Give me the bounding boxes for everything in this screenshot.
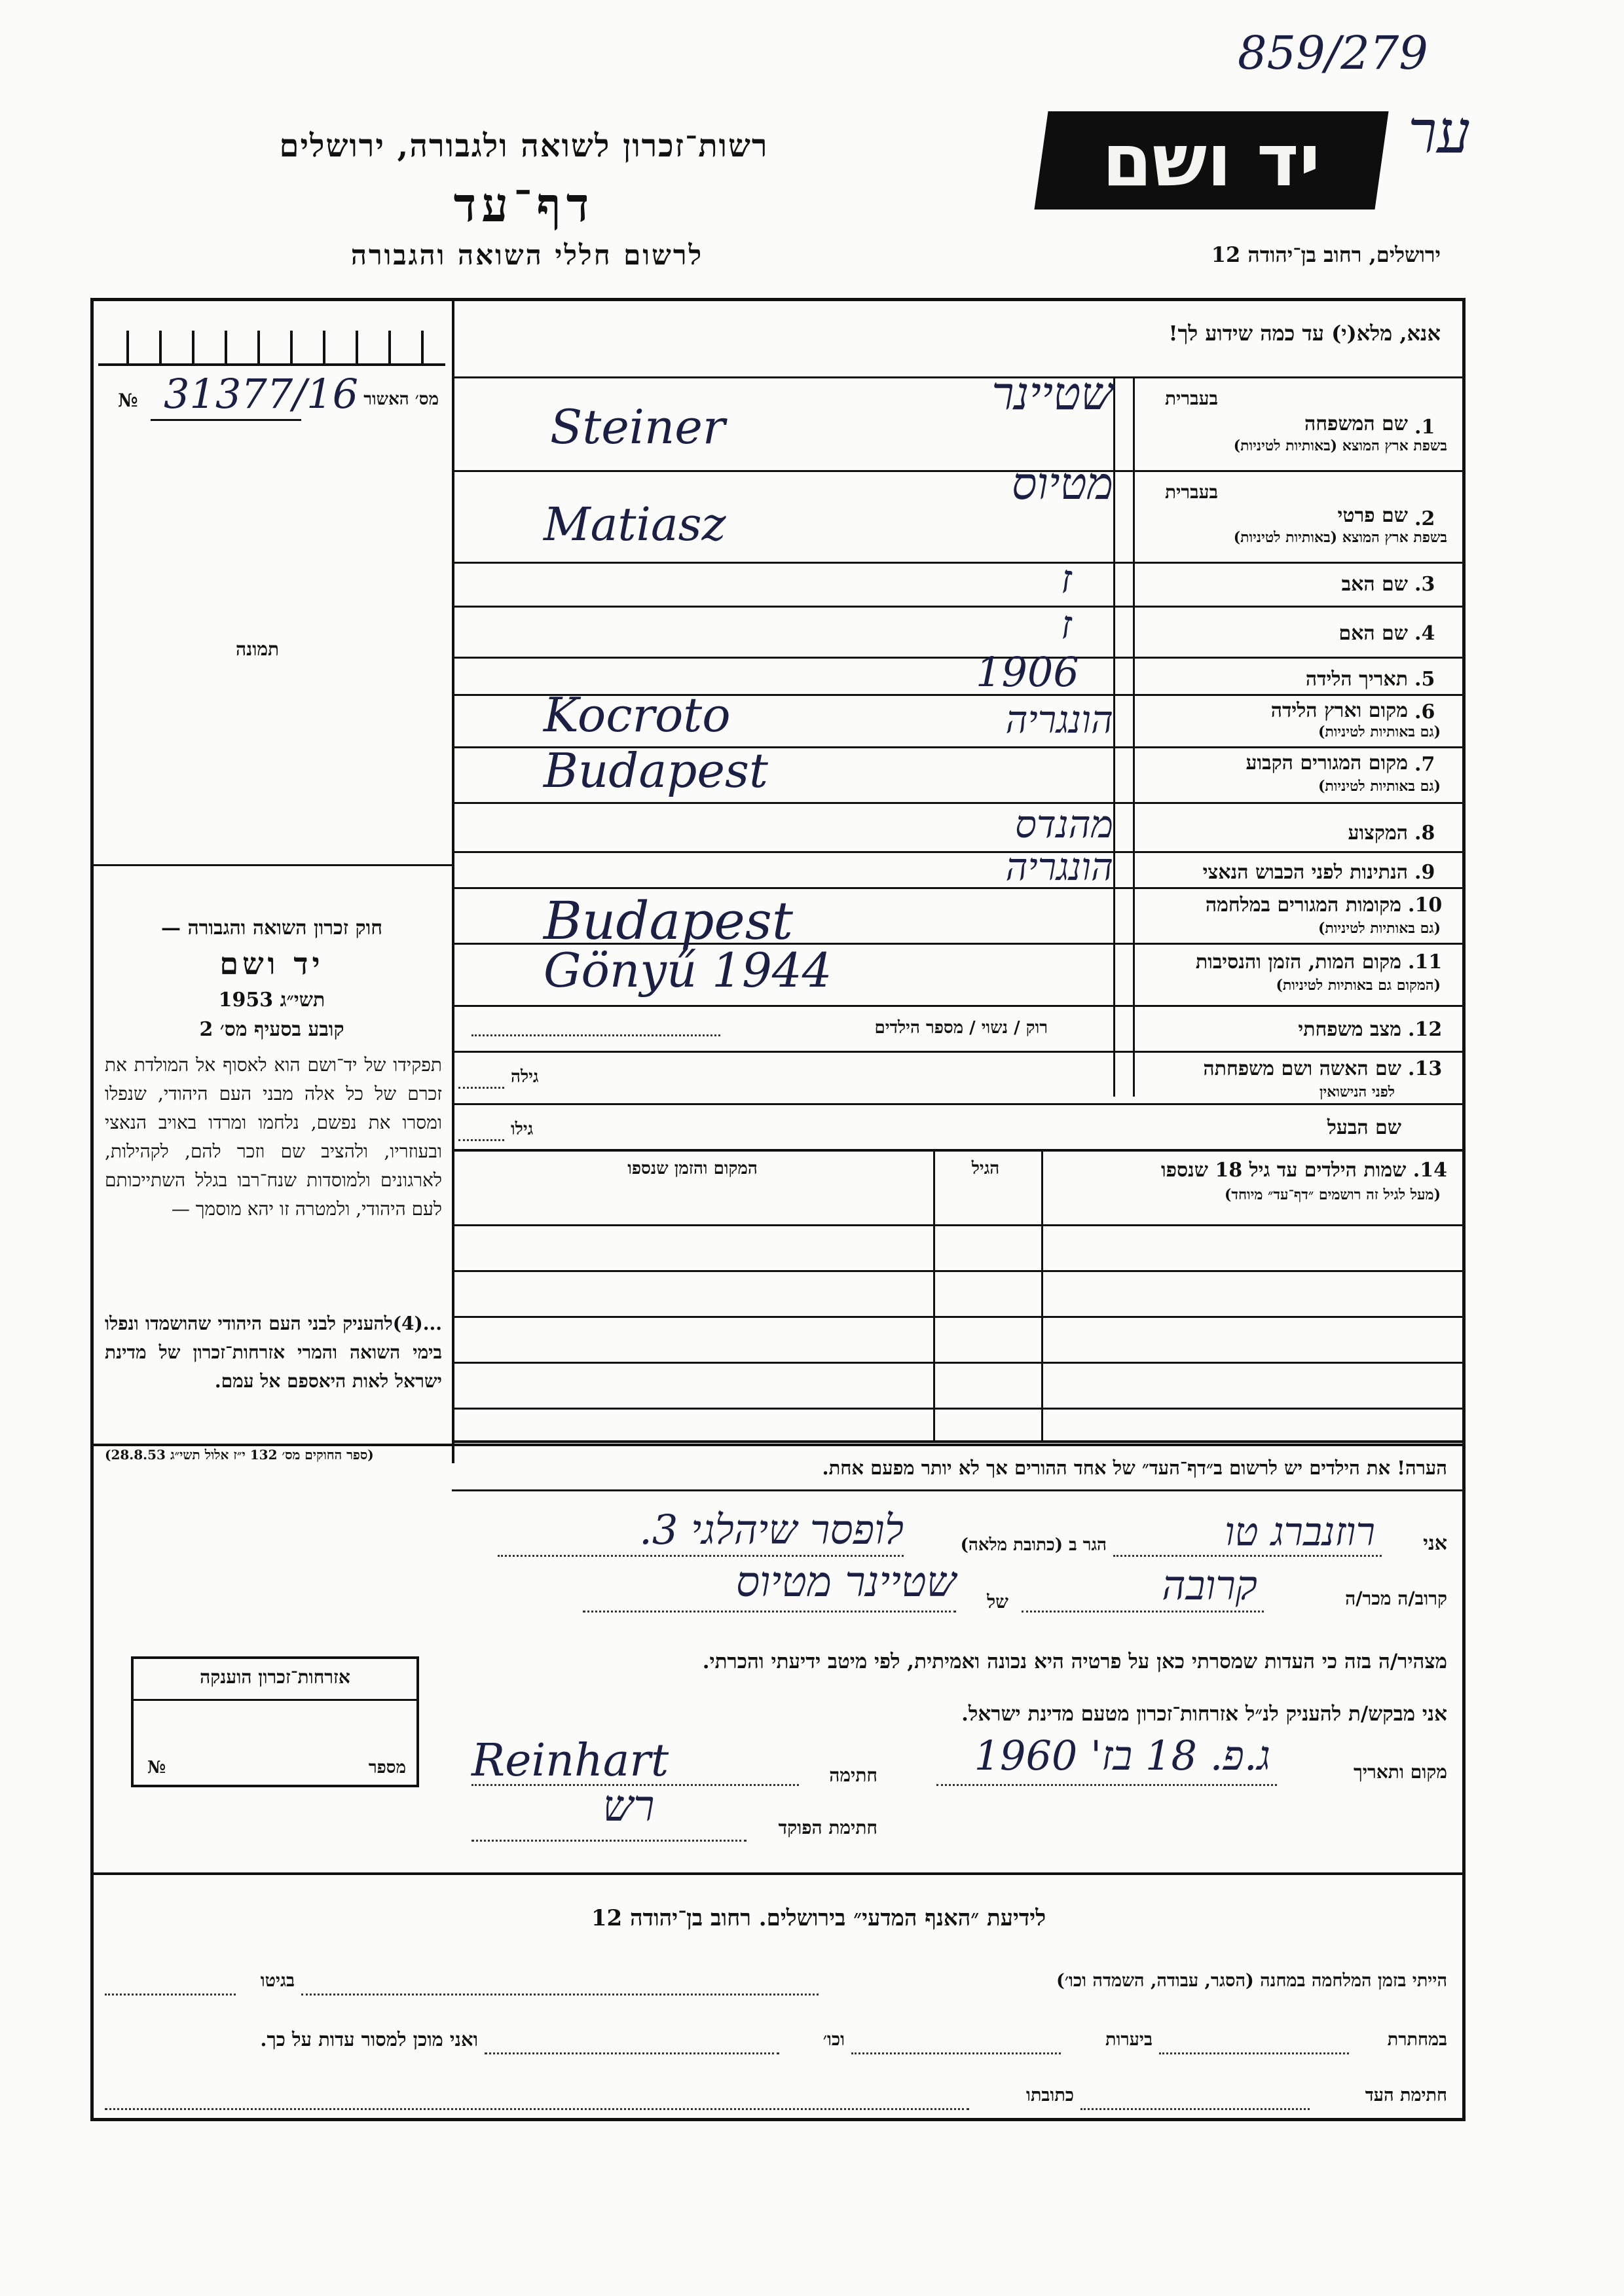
of-name-line <box>583 1611 956 1613</box>
field-1-label: שם המשפחה <box>1304 412 1408 435</box>
field-2-value-latin: Matiasz <box>544 498 726 551</box>
approval-ticks <box>98 324 445 366</box>
approval-number: 31377/16 <box>164 370 359 418</box>
field-11-sub: (המקום גם באותיות לטיניות) <box>1276 977 1441 994</box>
bottom-line1-start: הייתי בזמן המלחמה במחנה (הסגר, עבודה, השמדה וכו׳) <box>1056 1971 1447 1991</box>
approval-underline <box>151 419 301 421</box>
children-col-divider-1 <box>1041 1151 1043 1442</box>
declarant-address: לופסר שיהלגי 3. <box>639 1506 904 1554</box>
bottom-line3-blank-b <box>105 2108 969 2110</box>
children-sub: (מעל לגיל זה רושמים ״דף־עד״ מיוחד) <box>1224 1186 1441 1203</box>
field-8-num: 8. <box>1414 822 1435 845</box>
field-9-label: הנתינות לפני הכבוש הנאצי <box>1202 861 1408 884</box>
top-handwritten-note: 859/279 <box>1238 26 1428 80</box>
certificate-title: אזרחות־זכרון הוענקה <box>200 1666 350 1688</box>
field-6-value-hebrew: הונגריה <box>1005 697 1113 742</box>
declaration-text: מצהיר/ה בזה כי העדות שמסרתי כאן על פרטיה היא נכונה ואמיתית, לפי מיטב ידיעתי והכרתי. <box>702 1650 1447 1673</box>
bottom-line2-etc: וכו׳ <box>822 2030 845 2050</box>
field-12-children-line <box>471 1034 720 1036</box>
row-sep-2 <box>454 562 1466 564</box>
declarant-name-line <box>1113 1555 1382 1557</box>
husband-label: שם הבעל <box>1327 1116 1401 1139</box>
field-1-num: 1. <box>1414 416 1435 439</box>
of-label: של <box>987 1591 1008 1613</box>
law-clause4: ...(4)להעניק לבני העם היהודי שהושמדו ונפלו בימי השואה והמרי אזרחות־זכרון של מדינת ישראל לאות היאספם אל עמם. <box>105 1313 442 1392</box>
field-2-tag: בעברית <box>1164 481 1218 503</box>
bottom-line1-blank <box>301 1994 819 1995</box>
declarant-name: רוזנברג טו <box>1225 1509 1375 1555</box>
bottom-line3-witness-sig: חתימת העד <box>1365 2085 1447 2105</box>
corner-handwritten-mark: ער <box>1408 98 1471 167</box>
field-8-label: המקצוע <box>1348 822 1408 845</box>
row-sep-12 <box>454 1051 1466 1053</box>
field-7-value-latin: Budapest <box>544 743 768 798</box>
field-9-num: 9. <box>1414 861 1435 884</box>
row-sep-11 <box>454 1005 1466 1007</box>
left-column-divider <box>452 298 454 1463</box>
field-10-value-latin: Budapest <box>544 890 793 951</box>
certificate-number-label: מספר <box>368 1758 406 1777</box>
field-5-label: תאריך הלידה <box>1305 668 1408 691</box>
field-13-num: 13. <box>1408 1057 1443 1080</box>
bottom-line2-ready: ואני מוכן למסור עדות על כך. <box>260 2028 478 2050</box>
photo-label: תמונה <box>236 638 280 660</box>
form-subtitle: לרשום חללי השואה והגבורה <box>350 239 704 271</box>
officer-label: חתימת הפוקד <box>778 1817 877 1838</box>
field-11-num: 11. <box>1408 951 1443 974</box>
children-label: 14. שמות הילדים עד גיל 18 שנספו <box>1160 1159 1447 1182</box>
field-13-age-line <box>458 1087 504 1089</box>
field-13-sub: לפני הנישואין <box>1319 1084 1395 1101</box>
field-5-num: 5. <box>1414 668 1435 691</box>
bottom-line2-forests: ביערות <box>1105 2030 1153 2050</box>
row-sep-4 <box>454 657 1466 659</box>
officer-signature: רש <box>602 1781 655 1831</box>
law-citation: (ספר החוקים מס׳ 132 י״ז אלול תשי״ג 28.8.53) <box>105 1447 374 1463</box>
husband-age-label: גילו <box>511 1120 534 1139</box>
children-col-age: הגיל <box>971 1159 1000 1178</box>
row-sep-14 <box>454 1149 1466 1152</box>
children-row-2 <box>454 1270 1466 1272</box>
field-10-num: 10. <box>1408 894 1443 917</box>
children-section-bottom <box>454 1440 1466 1443</box>
authority-heading: רשות־זכרון לשואה ולגבורה, ירושלים <box>279 128 769 164</box>
field-6-label: מקום וארץ הלידה <box>1270 699 1408 722</box>
bottom-line1-end: בגיטו <box>260 1971 295 1991</box>
field-2-num: 2. <box>1414 507 1435 530</box>
field-11-label: מקום המות, הזמן והנסיבות <box>1195 951 1401 974</box>
field-7-label: מקום המגורים הקבוע <box>1246 752 1408 774</box>
field-1-value-latin: Steiner <box>550 399 726 454</box>
field-label-divider <box>1113 376 1115 1097</box>
field-1-sub: בשפת ארץ המוצא (באותיות לטיניות) <box>1233 437 1447 454</box>
law-name: יד ושם <box>219 946 324 981</box>
field-2-value-hebrew: מטיוס <box>1011 458 1113 510</box>
place-date-value: ג.פ. 18 בז' 1960 <box>974 1732 1270 1779</box>
of-name: שטיינר מטיוס <box>735 1558 956 1607</box>
law-year: תשי״ג 1953 <box>218 989 325 1011</box>
bottom-line2-underground: במחתרת <box>1387 2030 1447 2050</box>
field-2-sub: בשפת ארץ המוצא (באותיות לטיניות) <box>1233 529 1447 546</box>
field-13-label: שם האשה ושם משפחתה <box>1203 1057 1401 1080</box>
field-9-value: הונגריה <box>1005 845 1113 889</box>
place-date-label: מקום ותאריך <box>1353 1761 1447 1783</box>
field-4-label: שם האם <box>1338 622 1408 645</box>
field-5-value: 1906 <box>976 648 1079 696</box>
instruction-text: אנא, מלא(י) עד כמה שידוע לך! <box>1168 321 1441 346</box>
row-sep-3 <box>454 606 1466 608</box>
field-7-sub: (גם באותיות לטיניות) <box>1318 778 1441 795</box>
bottom-line2-blank-a <box>1159 2052 1349 2054</box>
field-6-num: 6. <box>1414 701 1435 723</box>
ticks-graphic <box>98 324 445 363</box>
field-8-value: מהנדס <box>1014 802 1113 847</box>
bottom-line3-blank-a <box>1080 2108 1310 2110</box>
field-2-label: שם פרטי <box>1337 504 1408 527</box>
field-4-value: ז <box>1061 602 1072 648</box>
certificate-divider <box>131 1699 419 1701</box>
bottom-section-line <box>90 1872 1466 1875</box>
relation-line <box>1022 1611 1264 1613</box>
field-3-num: 3. <box>1414 573 1435 596</box>
field-1-tag: בעברית <box>1164 388 1218 409</box>
law-heading: חוק זכרון השואה והגבורה — <box>161 917 382 939</box>
field-13-age-label: גילה <box>511 1067 539 1087</box>
children-col-divider-2 <box>933 1151 935 1442</box>
field-12-status-options: רוק / נשוי / מספר הילדים <box>874 1018 1048 1038</box>
children-col-place: המקום והזמן שנספו <box>627 1159 758 1178</box>
header-address: ירושלים, רחוב בן־יהודה 12 <box>1211 242 1441 267</box>
field-3-value: ז <box>1061 556 1072 602</box>
approval-label: מס׳ האשור <box>363 390 439 409</box>
field-12-num: 12. <box>1408 1018 1443 1041</box>
relation-label: קרוב/ה מכר/ה <box>1345 1588 1447 1609</box>
bottom-line1-ghetto-blank <box>105 1994 236 1995</box>
officer-line <box>471 1840 747 1842</box>
field-7-num: 7. <box>1414 753 1435 776</box>
field-12-label: מצב משפחתי <box>1298 1018 1401 1041</box>
field-4-num: 4. <box>1414 622 1435 645</box>
remark-text: הערה! את הילדים יש לרשום ב״דף־העד״ של אחד ההורים אך לא יותר מפעם אחת. <box>822 1457 1447 1479</box>
law-body: תפקידו של יד־ושם הוא לאסוף אל המולדת את זכרם של כל אלה מבני העם היהודי, שנפלו ומסרו את נפשם, נלחמו ומרדו באויב הנאצי ובעוזריו, ולהציב שם וזכר להם, לקהילות, לארגונים ולמוסדות שנח־רבו בגלל השתייכותם לעם היהודי, ולמטרה זו יהא מוסמך — <box>105 1054 442 1220</box>
declarant-i-label: אני <box>1423 1532 1447 1555</box>
place-date-line <box>936 1784 1277 1786</box>
signature-label: חתימה <box>829 1764 877 1786</box>
children-row-4 <box>454 1362 1466 1364</box>
relation-value: קרובה <box>1162 1561 1257 1609</box>
yad-vashem-logo <box>1034 111 1388 210</box>
bottom-line2-blank-b <box>851 2052 1061 2054</box>
declarant-address-line <box>498 1555 904 1557</box>
row-sep-13 <box>454 1103 1466 1105</box>
field-10-label: מקומות המגורים במלחמה <box>1205 894 1401 917</box>
bottom-line3-address: כתובתו <box>1026 2085 1074 2105</box>
request-text: אני מבקש/ת להעניק לנ״ל אזרחות־זכרון מטעם מדינת ישראל. <box>961 1702 1447 1726</box>
form-title: דף־עד <box>453 177 595 232</box>
logo-text: יד ושם <box>1102 118 1321 202</box>
certificate-number-prefix: № <box>147 1758 166 1777</box>
field-3-label: שם האב <box>1341 573 1408 596</box>
children-row-5 <box>454 1408 1466 1410</box>
remark-top-line <box>90 1444 1466 1446</box>
children-row-3 <box>454 1316 1466 1318</box>
children-row-1 <box>454 1224 1466 1226</box>
field-6-value-latin: Kocroto <box>544 687 731 742</box>
field-11-value-latin: Gönyű 1944 <box>544 943 832 998</box>
signature-value: Reinhart <box>471 1735 669 1787</box>
law-clause: קובע בסעיף מס׳ 2 <box>199 1018 344 1041</box>
field-10-sub: (גם באותיות לטיניות) <box>1318 920 1441 937</box>
bottom-line2-blank-c <box>485 2052 779 2054</box>
remark-bottom-line <box>452 1489 1466 1491</box>
field-1-value-hebrew: שטיינר <box>991 367 1113 420</box>
law-separator <box>90 864 452 866</box>
approval-prefix: № <box>118 390 138 411</box>
husband-age-line <box>458 1139 504 1141</box>
bottom-notice: לידיעת ״האנף המדעי״ בירושלים. רחוב בן־יהודה 12 <box>591 1905 1046 1931</box>
field-6-sub: (גם באותיות לטיניות) <box>1318 723 1441 740</box>
declarant-lives-label: הגר ב (כתובת מלאה) <box>960 1535 1107 1555</box>
